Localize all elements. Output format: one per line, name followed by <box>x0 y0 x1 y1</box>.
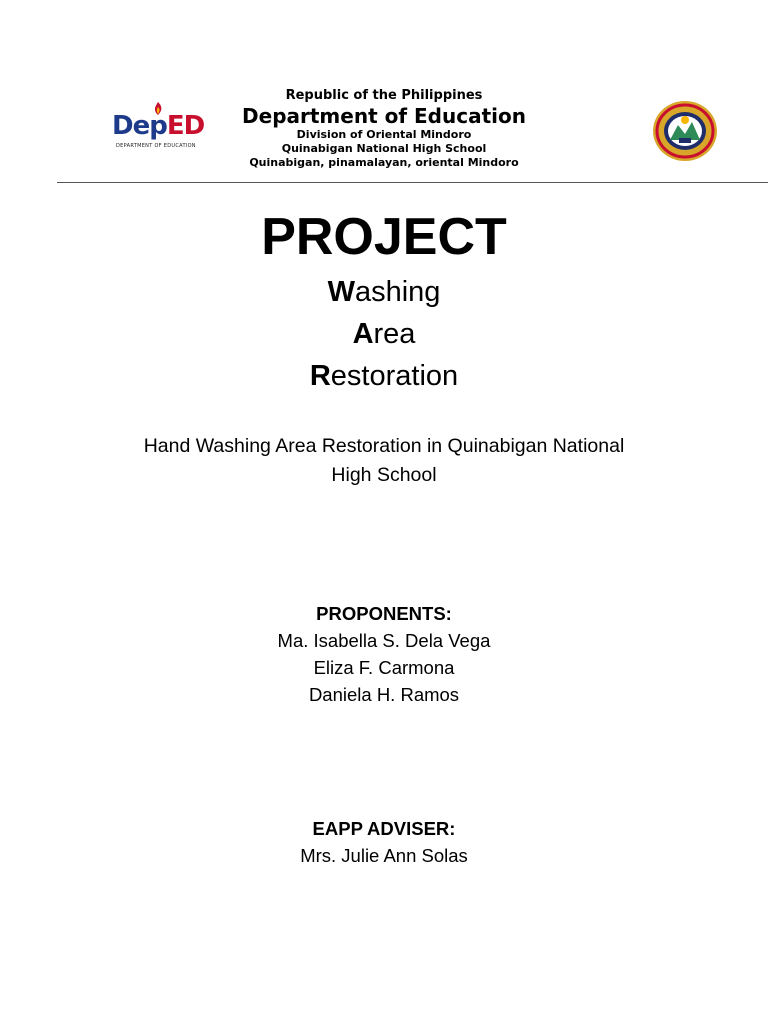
proponent-name: Daniela H. Ramos <box>308 684 460 705</box>
proponent-name: Ma. Isabella S. Dela Vega <box>277 630 491 651</box>
acronym-line-a: Area <box>352 318 416 350</box>
republic-line: Republic of the Philippines <box>285 88 483 103</box>
deped-wordmark: DepED <box>112 111 205 141</box>
description-line: High School <box>331 464 437 486</box>
proponents-heading: PROPONENTS: <box>316 603 452 624</box>
project-description <box>0 432 768 490</box>
deped-subtitle: DEPARTMENT OF EDUCATION <box>116 143 196 149</box>
school-seal-icon <box>652 100 718 162</box>
project-acronym <box>0 271 768 397</box>
project-title: PROJECT <box>261 208 507 266</box>
proponents-section <box>0 600 768 708</box>
address-line: Quinabigan, pinamalayan, oriental Mindoro <box>249 156 519 169</box>
letterhead <box>200 87 568 170</box>
adviser-section <box>0 815 768 869</box>
acronym-line-w: Washing <box>327 276 441 308</box>
school-line: Quinabigan National High School <box>281 142 487 155</box>
acronym-line-r: Restoration <box>309 360 459 392</box>
description-line: Hand Washing Area Restoration in Quinabigan National <box>143 435 625 457</box>
header-divider <box>57 182 768 183</box>
deped-logo <box>112 102 210 154</box>
division-line: Division of Oriental Mindoro <box>296 128 472 141</box>
proponent-name: Eliza F. Carmona <box>313 657 455 678</box>
department-line: Department of Education <box>242 104 526 128</box>
adviser-heading: EAPP ADVISER: <box>312 818 456 839</box>
adviser-name: Mrs. Julie Ann Solas <box>300 845 468 866</box>
